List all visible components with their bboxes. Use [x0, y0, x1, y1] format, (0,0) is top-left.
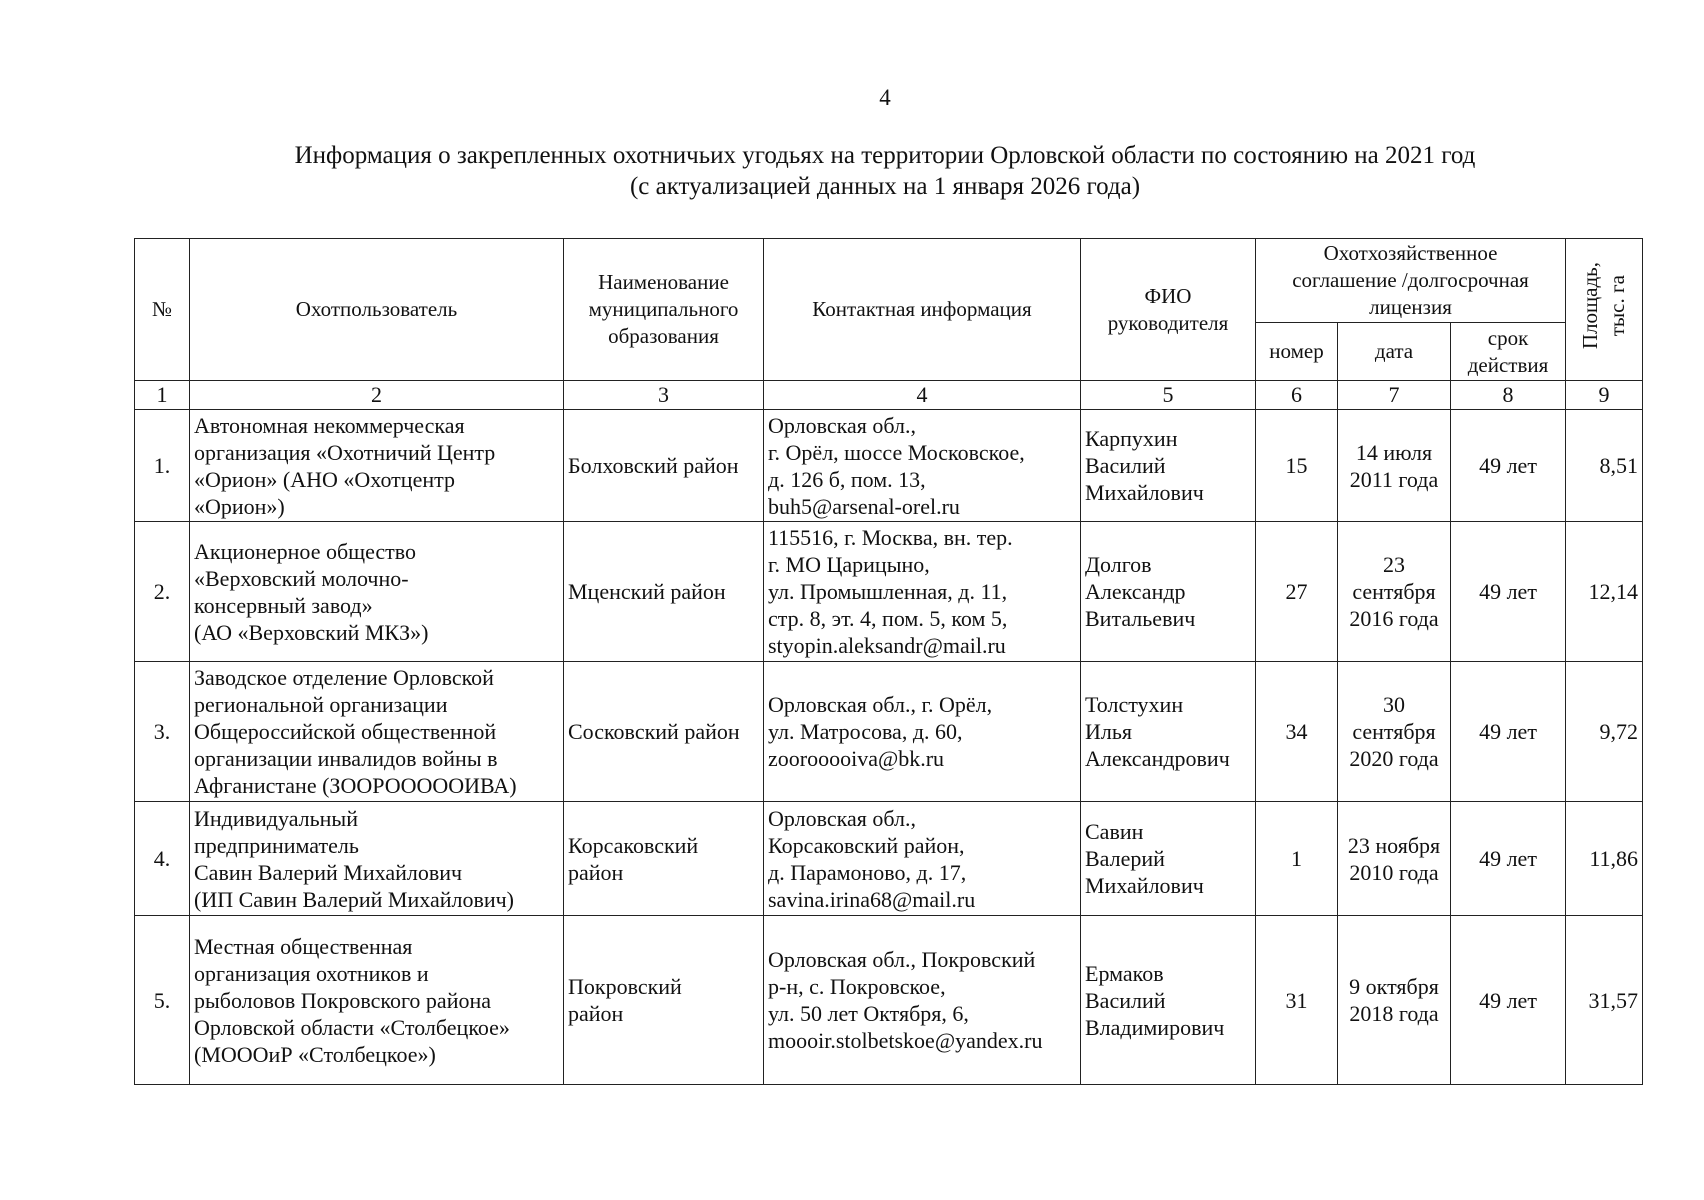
header-head: ФИО руководителя: [1081, 239, 1256, 381]
contact-info: Орловская обл., Покровский р-н, с. Покровское, ул. 50 лет Октября, 6, moooir.stolbetskoe@yandex.ru: [764, 916, 1081, 1085]
agreement-date: 30 сентября 2020 года: [1338, 662, 1451, 802]
header-area-label: Площадь, тыс. га: [1578, 262, 1630, 350]
column-number: 5: [1081, 381, 1256, 410]
document-title: [0, 140, 1704, 202]
agreement-date: 23 ноября 2010 года: [1338, 802, 1451, 916]
hunter-organization: Индивидуальный предприниматель Савин Валерий Михайлович (ИП Савин Валерий Михайлович): [190, 802, 564, 916]
head-name: Карпухин Василий Михайлович: [1081, 410, 1256, 522]
agreement-term: 49 лет: [1451, 662, 1566, 802]
column-number-row: [135, 381, 1643, 410]
row-number: 4.: [135, 802, 190, 916]
contact-info: Орловская обл., г. Орёл, ул. Матросова, д. 60, zoorooooiva@bk.ru: [764, 662, 1081, 802]
agreement-number: 15: [1256, 410, 1338, 522]
agreement-number: 1: [1256, 802, 1338, 916]
table-row: [135, 410, 1643, 522]
title-line-1: Информация о закрепленных охотничьих угодьях на территории Орловской области по состоянию на 2021 год: [294, 142, 1476, 169]
row-number: 2.: [135, 522, 190, 662]
agreement-number: 31: [1256, 916, 1338, 1085]
header-agreement: Охотхозяйственное соглашение /долгосрочная лицензия: [1256, 239, 1566, 323]
area-value: 11,86: [1566, 802, 1643, 916]
hunter-organization: Местная общественная организация охотников и рыболовов Покровского района Орловской области «Столбецкое» (МОООиР «Столбецкое»): [190, 916, 564, 1085]
agreement-term: 49 лет: [1451, 802, 1566, 916]
municipality: Сосковский район: [564, 662, 764, 802]
contact-info: 115516, г. Москва, вн. тер. г. МО Царицыно, ул. Промышленная, д. 11, стр. 8, эт. 4, пом. 5, ком 5, styopin.aleksandr@mail.ru: [764, 522, 1081, 662]
area-value: 8,51: [1566, 410, 1643, 522]
agreement-term: 49 лет: [1451, 410, 1566, 522]
area-value: 12,14: [1566, 522, 1643, 662]
contact-info: Орловская обл., г. Орёл, шоссе Московское, д. 126 б, пом. 13, buh5@arsenal-orel.ru: [764, 410, 1081, 522]
hunter-organization: Заводское отделение Орловской региональной организации Общероссийской общественной организации инвалидов войны в Афганистане (ЗООРОООООИВА): [190, 662, 564, 802]
area-value: 31,57: [1566, 916, 1643, 1085]
hunting-grounds-table: [134, 238, 1643, 1085]
table-row: [135, 916, 1643, 1085]
column-number: 9: [1566, 381, 1643, 410]
header-agreement-date: дата: [1338, 323, 1451, 381]
title-line-2: (с актуализацией данных на 1 января 2026 года): [629, 173, 1141, 200]
header-row-1: [135, 239, 1643, 323]
hunter-organization: Автономная некоммерческая организация «Охотничий Центр «Орион» (АНО «Охотцентр «Орион»): [190, 410, 564, 522]
agreement-number: 27: [1256, 522, 1338, 662]
header-municipality: Наименование муниципального образования: [564, 239, 764, 381]
area-value: 9,72: [1566, 662, 1643, 802]
agreement-number: 34: [1256, 662, 1338, 802]
column-number: 4: [764, 381, 1081, 410]
header-user: Охотпользователь: [190, 239, 564, 381]
municipality: Корсаковский район: [564, 802, 764, 916]
agreement-term: 49 лет: [1451, 522, 1566, 662]
row-number: 3.: [135, 662, 190, 802]
head-name: Толстухин Илья Александрович: [1081, 662, 1256, 802]
municipality: Мценский район: [564, 522, 764, 662]
column-number: 1: [135, 381, 190, 410]
agreement-date: 9 октября 2018 года: [1338, 916, 1451, 1085]
header-agreement-term: срок действия: [1451, 323, 1566, 381]
head-name: Савин Валерий Михайлович: [1081, 802, 1256, 916]
head-name: Ермаков Василий Владимирович: [1081, 916, 1256, 1085]
table-row: [135, 662, 1643, 802]
table-row: [135, 802, 1643, 916]
agreement-term: 49 лет: [1451, 916, 1566, 1085]
agreement-date: 23 сентября 2016 года: [1338, 522, 1451, 662]
agreement-date: 14 июля 2011 года: [1338, 410, 1451, 522]
header-area: [1566, 239, 1643, 381]
column-number: 3: [564, 381, 764, 410]
row-number: 1.: [135, 410, 190, 522]
municipality: Болховский район: [564, 410, 764, 522]
contact-info: Орловская обл., Корсаковский район, д. Парамоново, д. 17, savina.irina68@mail.ru: [764, 802, 1081, 916]
municipality: Покровский район: [564, 916, 764, 1085]
header-contact: Контактная информация: [764, 239, 1081, 381]
row-number: 5.: [135, 916, 190, 1085]
page-number: 4: [879, 85, 891, 110]
column-number: 6: [1256, 381, 1338, 410]
hunter-organization: Акционерное общество «Верховский молочно- консервный завод» (АО «Верховский МКЗ»): [190, 522, 564, 662]
table-row: [135, 522, 1643, 662]
column-number: 2: [190, 381, 564, 410]
column-number: 8: [1451, 381, 1566, 410]
header-num: №: [135, 239, 190, 381]
head-name: Долгов Александр Витальевич: [1081, 522, 1256, 662]
header-agreement-number: номер: [1256, 323, 1338, 381]
column-number: 7: [1338, 381, 1451, 410]
